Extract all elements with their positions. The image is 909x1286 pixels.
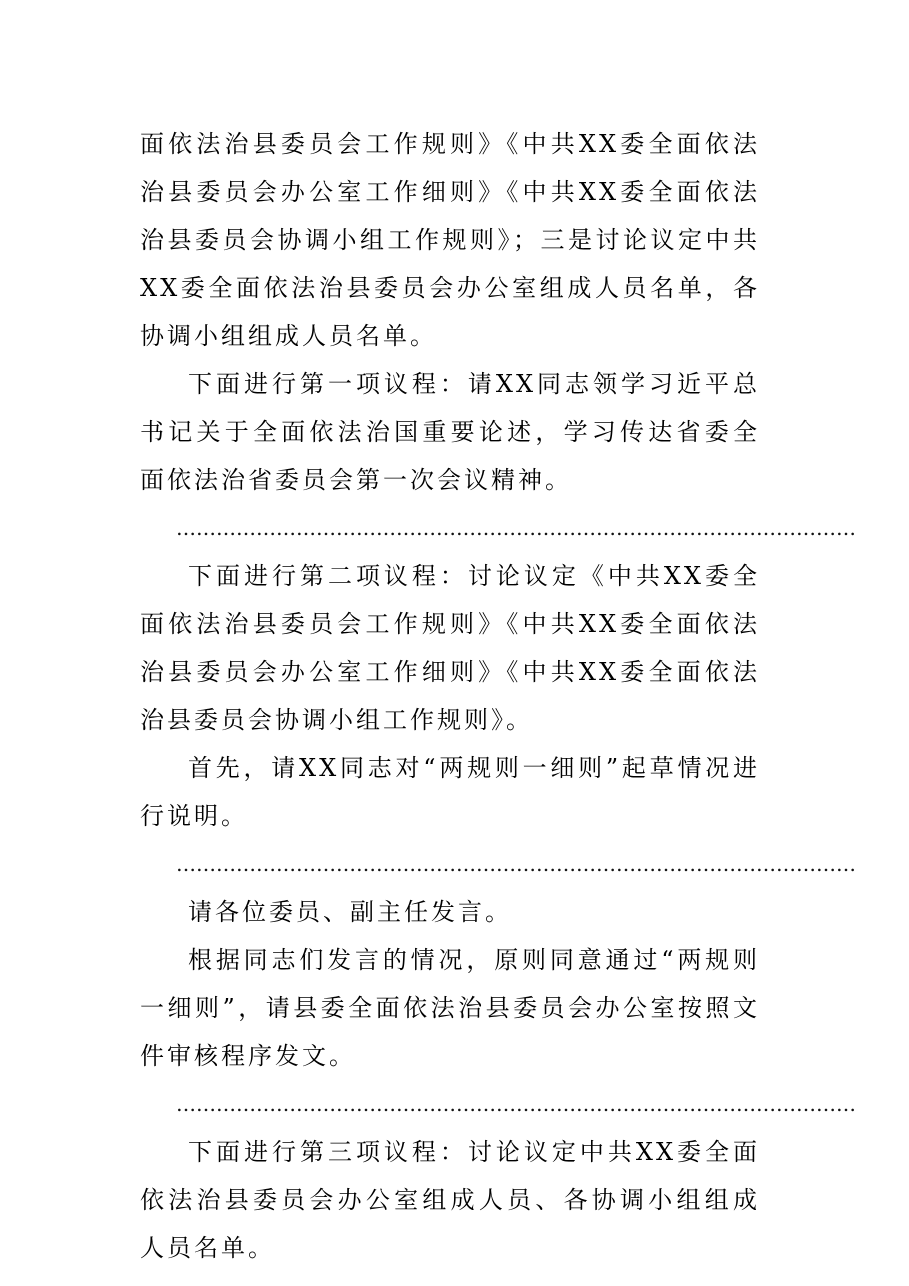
ellipsis-separator: …………………………………………………………………………………………: [176, 852, 856, 876]
paragraph-agenda-item-one: 下面进行第一项议程：请XX同志领学习近平总书记关于全面依法治国重要论述，学习传达省委全面依法治省委员会第一次会议精神。: [140, 370, 760, 494]
paragraph-agenda-item-three: 下面进行第三项议程：讨论议定中共XX委全面依法治县委员会办公室组成人员、各协调小组组成人员名单。: [140, 1138, 760, 1262]
document-body: [140, 120, 856, 1272]
paragraph-invite-speeches: 请各位委员、副主任发言。: [188, 898, 512, 926]
ellipsis-separator: …………………………………………………………………………………………: [176, 516, 856, 540]
paragraph-approval: 根据同志们发言的情况，原则同意通过“两规则一细则”，请县委全面依法治县委员会办公室按照文件审核程序发文。: [140, 946, 760, 1070]
paragraph-agenda-item-two: 下面进行第二项议程：讨论议定《中共XX委全面依法治县委员会工作规则》《中共XX委全面依法治县委员会办公室工作细则》《中共XX委全面依法治县委员会协调小组工作规则》。: [140, 562, 760, 734]
ellipsis-separator: …………………………………………………………………………………………: [176, 1092, 856, 1116]
paragraph-continuation: 面依法治县委员会工作规则》《中共XX委全面依法治县委员会办公室工作细则》《中共XX委全面依法治县委员会协调小组工作规则》；三是讨论议定中共XX委全面依法治县委员会办公室组成人员名单，各协调小组组成人员名单。: [140, 130, 760, 350]
paragraph-drafting-explanation: 首先，请XX同志对“两规则一细则”起草情况进行说明。: [140, 754, 760, 830]
